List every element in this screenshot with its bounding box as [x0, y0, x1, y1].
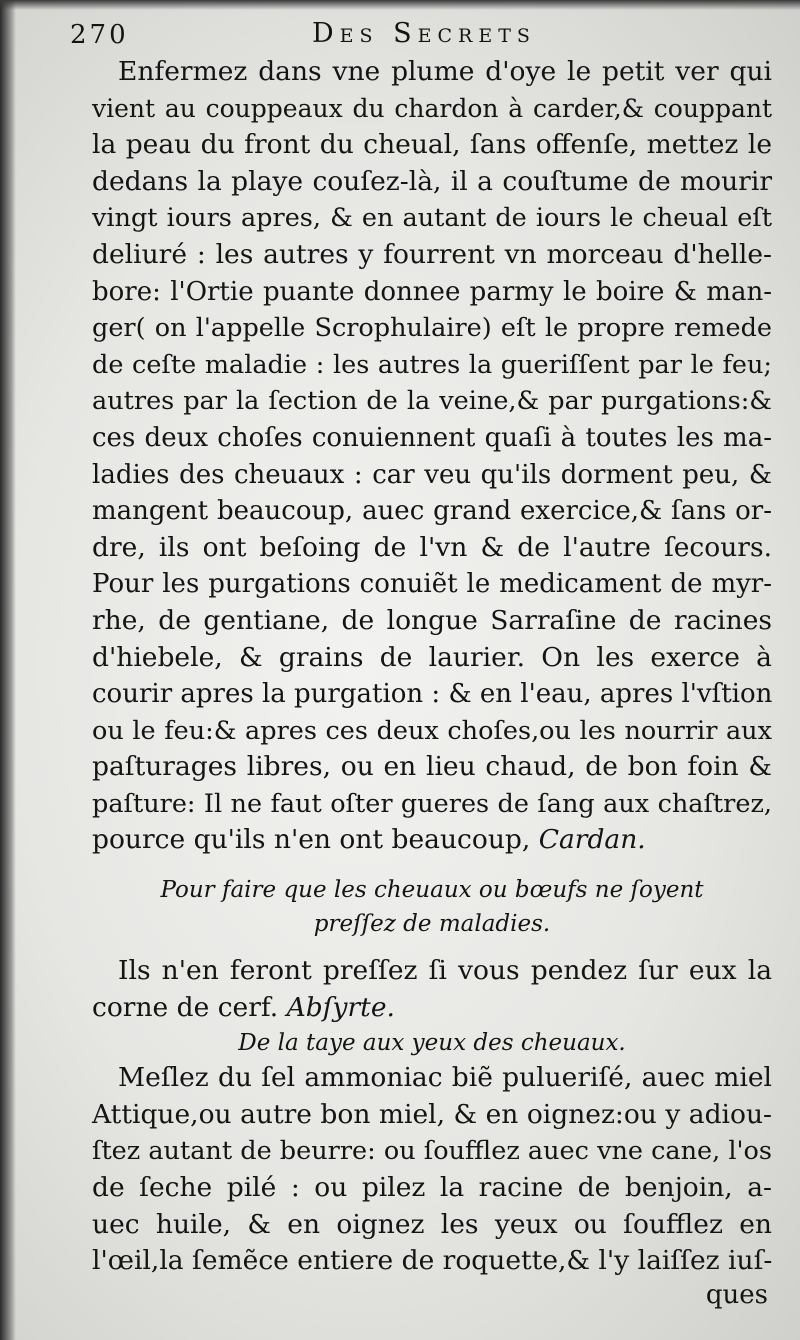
text-line [92, 822, 772, 859]
text-line: d'hiebele, & grains de laurier. On les exerce à [92, 641, 772, 673]
text-line: ces deux choſes conuiennent quaſi à toutes les ma- [92, 422, 772, 453]
source-attribution: Abſyrte. [286, 991, 395, 1023]
text-line: Enfermez dans vne plume d'oye le petit ver qui [118, 56, 772, 87]
text-line: paſturages libres, ou en lieu chaud, de bon foin & [92, 751, 772, 783]
running-head [70, 16, 772, 54]
section-heading: De la taye aux yeux des cheuaux. [238, 1030, 626, 1057]
text-line: Attique,ou autre bon miel, & en oignez:ou y adiou- [92, 1098, 772, 1130]
heading-line: Pour faire que les cheuaux ou bœufs ne ſoyent [160, 877, 704, 904]
text-line: rhe, de gentiane, de longue Sarraſine de racines [92, 604, 772, 636]
section-heading [92, 873, 772, 941]
text-line [92, 990, 772, 1027]
text-line: dedans la playe couſez-là, il a couſtume de mourir [92, 165, 772, 197]
text-line: paſture: Il ne faut oſter gueres de ſang aux chaſtrez, [92, 788, 772, 819]
text-line: ladies des cheuaux : car veu qu'ils dorment peu, & [92, 459, 772, 490]
text-line: courir apres la purgation : & en l'eau, apres l'vſtion [92, 679, 773, 710]
text-span: corne de cerf. [92, 991, 279, 1023]
text-line: de ceſte maladie : les autres la gueriſſent par le feu; [92, 349, 772, 380]
catchword: ques [705, 1279, 768, 1310]
text-line: ger( on l'appelle Scrophulaire) eſt le propre remede [92, 313, 772, 344]
text-line: uec huile, & en oignez les yeux ou ſoufflez en [92, 1208, 772, 1240]
text-line: la peau du front du cheual, ſans offenſe, mettez le [92, 129, 772, 161]
text-block [70, 16, 773, 1310]
text-line: autres par la ſection de la veine,& par purgations:& [92, 386, 772, 417]
source-attribution: Cardan. [538, 824, 646, 856]
page-top-shadow [0, 0, 800, 10]
page-number: 270 [70, 20, 129, 50]
text-line: l'œil,la ſemẽce entiere de roquette,& l'y laiſſez iuſ- [92, 1245, 773, 1277]
text-line: bore: l'Ortie puante donnee parmy le boire & man- [92, 276, 772, 307]
text-line: mangent beaucoup, auec grand exercice,& ſans or- [92, 496, 772, 527]
spacer [92, 941, 772, 953]
paragraph-eye-remedy [92, 1060, 772, 1280]
spacer [92, 859, 772, 873]
running-title: Des Secrets [312, 18, 536, 49]
paragraph-horse-remedies [92, 54, 772, 859]
text-line: dre, ils ont beſoing de l'vn & de l'autre ſecours. [92, 531, 772, 563]
text-line: ou le feu:& apres ces deux choſes,ou les nourrir aux [92, 715, 772, 746]
text-line: ſtez autant de beurre: ou ſoufflez auec vne cane, l'os [92, 1136, 772, 1167]
text-line: de ſeche pilé : ou pilez la racine de benjoin, a- [92, 1172, 772, 1204]
text-line: Pour les purgations conuiẽt le medicament de myr- [92, 569, 772, 600]
text-line: vient au couppeaux du chardon à carder,& couppant [92, 93, 772, 123]
text-line: deliuré : les autres y fourrent vn morceau d'helle- [92, 238, 772, 270]
page-gutter-shadow [0, 0, 16, 1340]
heading-line: preſſez de maladies. [313, 911, 551, 938]
text-line: Ils n'en feront preſſez ſi vous pendez ſur eux la [118, 955, 772, 987]
text-line: vingt iours apres, & en autant de iours le cheual eſt [92, 203, 772, 234]
paragraph-stag-horn [92, 953, 772, 1026]
text-line: Meſlez du ſel ammoniac biẽ pulueriſé, auec miel [118, 1062, 772, 1094]
text-span: pource qu'ils n'en ont beaucoup, [92, 824, 531, 856]
